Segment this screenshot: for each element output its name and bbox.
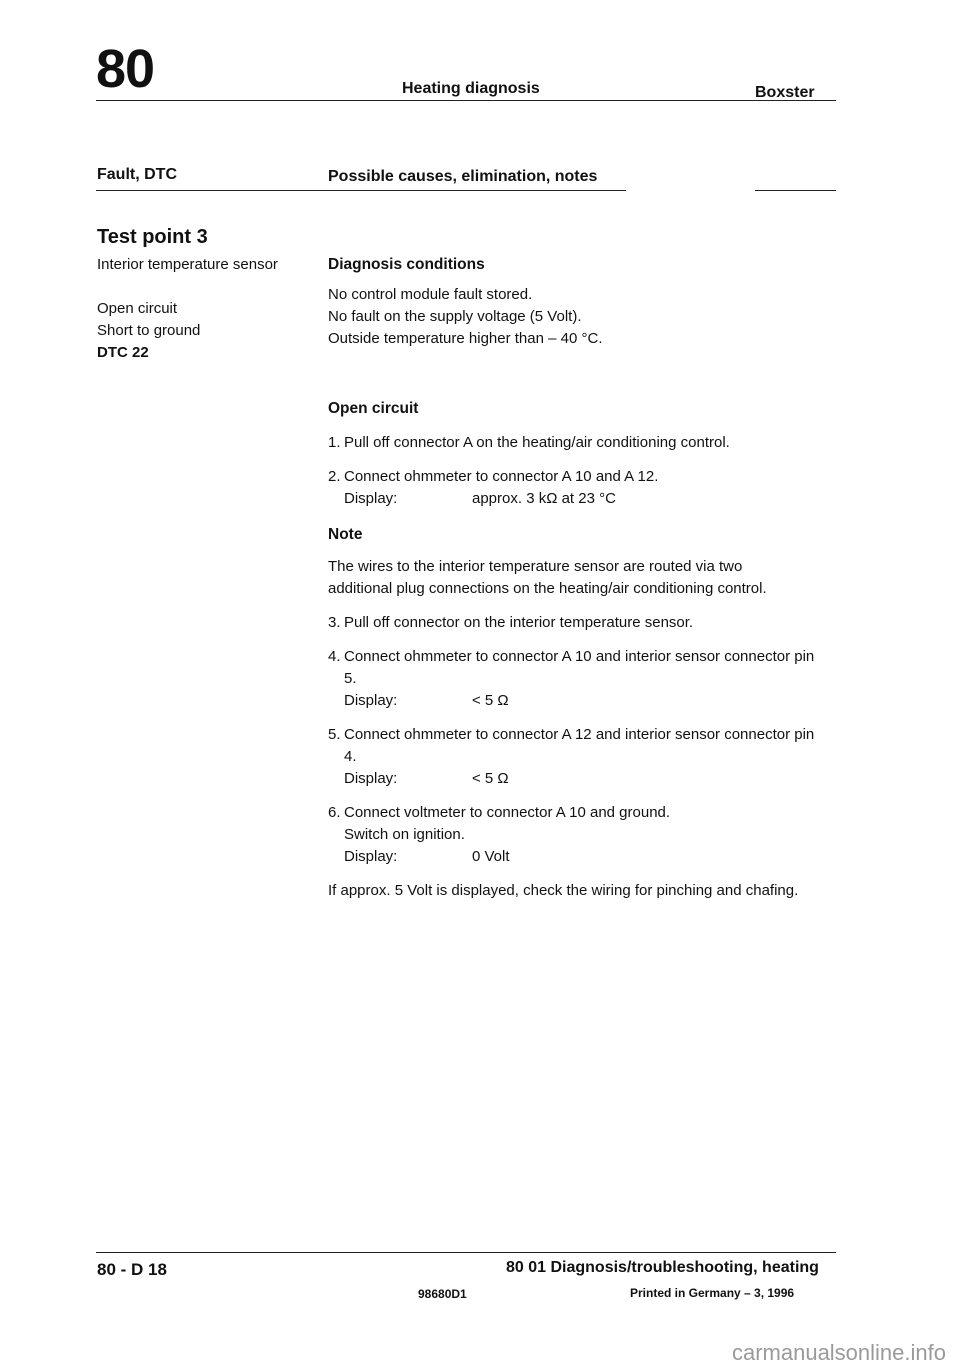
display-label: Display: — [344, 692, 398, 709]
display-label: Display: — [344, 490, 398, 507]
note-title: Note — [328, 526, 363, 543]
footer-printed: Printed in Germany – 3, 1996 — [630, 1286, 795, 1300]
step-number: 1. — [328, 434, 341, 451]
step-text: Connect ohmmeter to connector A 10 and interior sensor connector pin 5. — [344, 648, 815, 687]
fault-column — [97, 226, 312, 364]
step-text: Connect ohmmeter to connector A 10 and A 12. — [344, 468, 659, 485]
column-heading-rule — [96, 190, 626, 191]
step-text: Connect voltmeter to connector A 10 and ground. — [344, 804, 671, 821]
step-text: Pull off connector on the interior temperature sensor. — [344, 614, 694, 631]
display-value: approx. 3 kΩ at 23 °C — [472, 490, 616, 507]
step-text: Connect ohmmeter to connector A 12 and interior sensor connector pin 4. — [344, 726, 815, 765]
display-value: 0 Volt — [472, 848, 510, 865]
watermark-text: carmanualsonline.info — [731, 1340, 946, 1365]
procedure-column — [328, 254, 828, 902]
test-point-title: Test point 3 — [97, 226, 208, 248]
step-number: 2. — [328, 468, 341, 485]
step-3 — [328, 612, 828, 634]
page-header-model: Boxster — [755, 84, 815, 101]
step-number: 5. — [328, 726, 341, 743]
page-number: 80 - D 18 — [97, 1260, 167, 1279]
diagnosis-condition: No control module fault stored. — [328, 286, 533, 303]
display-label: Display: — [344, 770, 398, 787]
fault-open-circuit: Open circuit — [97, 300, 178, 317]
footer-section-title: 80 01 Diagnosis/troubleshooting, heating — [506, 1259, 819, 1276]
diagnosis-condition: Outside temperature higher than – 40 °C. — [328, 330, 603, 347]
final-instruction: If approx. 5 Volt is displayed, check the wiring for pinching and chafing. — [328, 882, 799, 899]
note-text: The wires to the interior temperature sensor are routed via two additional plug connections on the heating/air conditioning control. — [328, 558, 767, 597]
fault-short-to-ground: Short to ground — [97, 322, 201, 339]
open-circuit-title: Open circuit — [328, 400, 419, 417]
diagnosis-condition: No fault on the supply voltage (5 Volt). — [328, 308, 582, 325]
step-1 — [328, 432, 828, 454]
display-value: < 5 Ω — [472, 770, 509, 787]
column-heading-causes: Possible causes, elimination, notes — [328, 168, 598, 185]
step-4 — [328, 646, 828, 712]
step-number: 6. — [328, 804, 341, 821]
step-number: 4. — [328, 648, 341, 665]
header-rule — [96, 100, 836, 101]
page-header-title: Heating diagnosis — [402, 80, 540, 97]
footer-document-code: 98680D1 — [418, 1287, 467, 1301]
diagnosis-conditions-title: Diagnosis conditions — [328, 256, 485, 273]
column-heading-rule-right — [755, 190, 836, 191]
display-label: Display: — [344, 848, 398, 865]
display-readout — [344, 690, 828, 712]
column-heading-fault: Fault, DTC — [97, 166, 177, 183]
fault-dtc: DTC 22 — [97, 344, 149, 361]
step-number: 3. — [328, 614, 341, 631]
display-value: < 5 Ω — [472, 692, 509, 709]
step-2 — [328, 466, 828, 510]
footer-rule — [96, 1252, 836, 1253]
step-text-2: Switch on ignition. — [344, 826, 465, 843]
fault-component: Interior temperature sensor — [97, 256, 278, 273]
step-5 — [328, 724, 828, 790]
display-readout — [344, 768, 828, 790]
display-readout — [344, 488, 828, 510]
step-6 — [328, 802, 828, 868]
step-text: Pull off connector A on the heating/air conditioning control. — [344, 434, 730, 451]
chapter-number: 80 — [96, 39, 155, 99]
display-readout — [344, 846, 828, 868]
